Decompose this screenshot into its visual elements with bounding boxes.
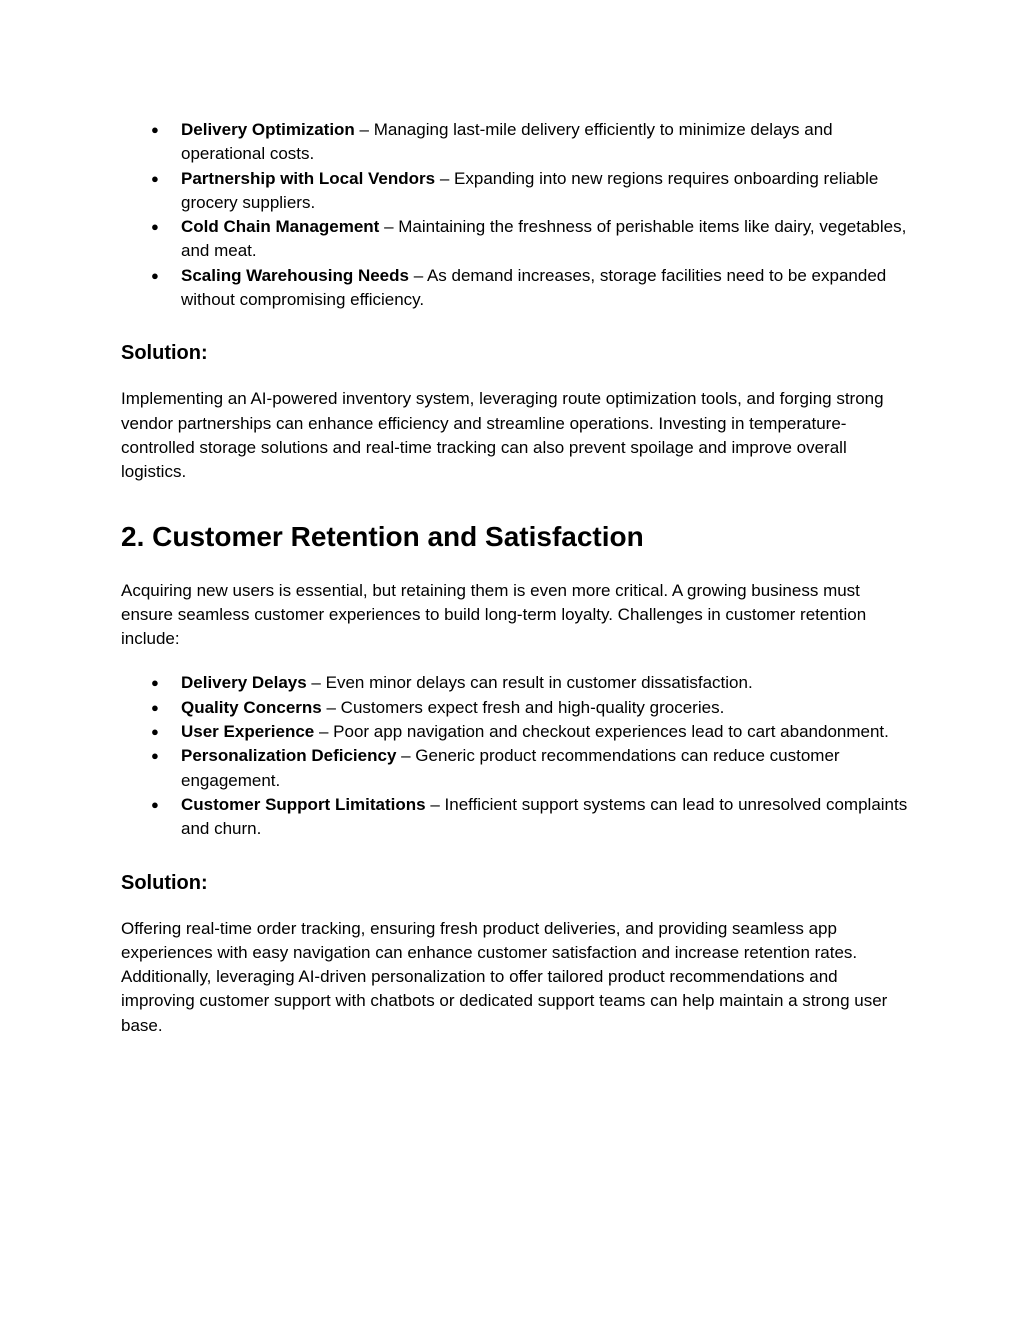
section-heading: 2. Customer Retention and Satisfaction bbox=[121, 520, 644, 552]
item-title: Partnership with Local Vendors bbox=[181, 168, 436, 188]
item-title: Personalization Deficiency bbox=[181, 746, 397, 766]
retention-challenges-list bbox=[121, 671, 911, 841]
list-item bbox=[121, 215, 911, 264]
bullet-icon: ● bbox=[151, 675, 159, 691]
item-text: – Generic product recommendations can reduce customer engagement. bbox=[181, 746, 840, 790]
list-item bbox=[121, 167, 911, 216]
solution-heading: Solution: bbox=[121, 342, 208, 365]
item-text: – Inefficient support systems can lead to unresolved complaints and churn. bbox=[181, 794, 908, 839]
bullet-icon: ● bbox=[151, 748, 159, 764]
bullet-icon: ● bbox=[151, 170, 159, 186]
item-text: – Managing last-mile delivery efficiently to minimize delays and operational costs. bbox=[181, 120, 833, 164]
item-title: Quality Concerns bbox=[181, 697, 322, 717]
item-text: – Poor app navigation and checkout experiences lead to cart abandonment. bbox=[314, 722, 889, 742]
list-item bbox=[121, 264, 911, 313]
bullet-icon: ● bbox=[151, 219, 159, 235]
item-text: – Even minor delays can result in customer dissatisfaction. bbox=[306, 673, 753, 693]
item-title: Scaling Warehousing Needs bbox=[181, 265, 409, 285]
item-title: Delivery Optimization bbox=[181, 120, 355, 139]
bullet-icon: ● bbox=[151, 724, 159, 740]
document-page bbox=[121, 118, 911, 1038]
bullet-icon: ● bbox=[151, 267, 159, 283]
list-item bbox=[121, 118, 911, 167]
solution-paragraph: Offering real-time order tracking, ensuring fresh product deliveries, and providing seamless app experiences with easy navigation can enhance customer satisfaction and increase retention rates. Additionally, leveraging AI-driven personalization to offer tailored product recommendations and improving customer support with chatbots or dedicated support teams can help maintain a strong user base. bbox=[121, 918, 888, 1035]
list-item bbox=[121, 696, 911, 720]
item-title: Delivery Delays bbox=[181, 673, 307, 693]
solution-heading: Solution: bbox=[121, 871, 208, 894]
list-item bbox=[121, 744, 911, 793]
item-title: Cold Chain Management bbox=[181, 217, 380, 237]
challenges-list bbox=[121, 118, 911, 312]
item-title: Customer Support Limitations bbox=[181, 794, 426, 814]
item-text: – Expanding into new regions requires onboarding reliable grocery suppliers. bbox=[181, 168, 879, 212]
bullet-icon: ● bbox=[151, 796, 159, 812]
bullet-icon: ● bbox=[151, 122, 159, 137]
item-text: – Maintaining the freshness of perishable items like dairy, vegetables, and meat. bbox=[181, 217, 907, 261]
solution-paragraph: Implementing an AI-powered inventory system, leveraging route optimization tools, and forging strong vendor partnerships can enhance efficiency and streamline operations. Investing in temperature-controlled storage solutions and real-time tracking can also prevent spoilage and improve overall logistics. bbox=[121, 389, 884, 482]
list-item bbox=[121, 720, 911, 744]
list-item bbox=[121, 793, 911, 842]
item-title: User Experience bbox=[181, 722, 315, 742]
item-text: – As demand increases, storage facilities need to be expanded without compromising efficiency. bbox=[181, 265, 887, 310]
intro-paragraph: Acquiring new users is essential, but retaining them is even more critical. A growing business must ensure seamless customer experiences to build long-term loyalty. Challenges in customer retention include: bbox=[121, 580, 867, 649]
item-text: – Customers expect fresh and high-quality groceries. bbox=[321, 697, 725, 717]
bullet-icon: ● bbox=[151, 699, 159, 715]
list-item bbox=[121, 671, 911, 695]
